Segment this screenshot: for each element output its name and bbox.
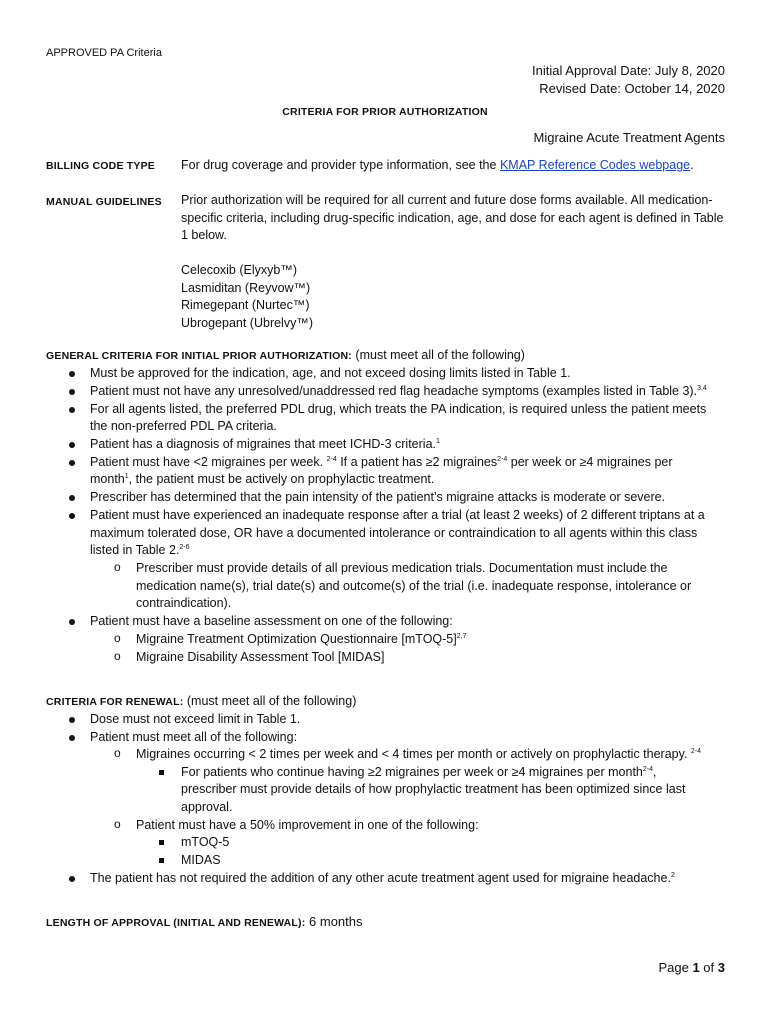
item-text: listed in Table 2. — [90, 543, 180, 557]
square-bullet-icon — [159, 770, 164, 775]
initial-approval-date: Initial Approval Date: July 8, 2020 — [532, 63, 725, 78]
renewal-criteria-heading — [46, 693, 736, 712]
sub-item: Patient must have a 50% improvement in one of the following: — [136, 818, 479, 832]
citation: 2 — [670, 871, 675, 879]
drug-class-name: Migraine Acute Treatment Agents — [533, 130, 725, 145]
list-item: Dose must not exceed limit in Table 1. — [90, 712, 301, 726]
sub-sub-item-cont: approval. — [181, 800, 233, 814]
list-item-cont — [90, 542, 190, 560]
bullet-icon — [69, 442, 75, 448]
item-text: , the patient must be actively on prophylactic treatment. — [128, 472, 435, 486]
sub-sub-item — [181, 764, 656, 782]
list-item: Must be approved for the indication, age, and not exceed dosing limits listed in Table 1. — [90, 366, 571, 380]
sub-item — [136, 631, 466, 649]
item-text: Patient has a diagnosis of migraines that meet ICHD-3 criteria. — [90, 437, 436, 451]
approval-dates — [532, 62, 725, 98]
manual-guidelines-label: MANUAL GUIDELINES — [46, 196, 162, 208]
circle-bullet-icon: o — [114, 817, 121, 831]
item-text: Patient must have <2 migraines per week. — [90, 455, 327, 469]
citation: 2-4 — [690, 747, 702, 755]
billing-code-text — [181, 157, 726, 175]
item-text: If a patient has ≥2 migraines — [336, 455, 498, 469]
list-item-cont: maximum tolerated dose, OR have a documented intolerance or contraindication to all agents within this class — [90, 526, 698, 540]
bullet-icon — [69, 717, 75, 723]
list-item: Prescriber has determined that the pain intensity of the patient’s migraine attacks is moderate or severe. — [90, 490, 666, 504]
citation: 2-4 — [497, 455, 508, 463]
list-item: Patient must have a baseline assessment on one of the following: — [90, 614, 453, 628]
list-item: Patient must meet all of the following: — [90, 730, 298, 744]
sub-item-cont: contraindication). — [136, 596, 232, 610]
bullet-icon — [69, 407, 75, 413]
renewal-heading-note: (must meet all of the following) — [183, 694, 357, 708]
bullet-icon — [69, 460, 75, 466]
drug-item: Celecoxib (Elyxyb™) — [181, 263, 298, 277]
sub-sub-item: mTOQ-5 — [181, 835, 230, 849]
page-of: of — [699, 960, 718, 975]
general-heading-label: GENERAL CRITERIA FOR INITIAL PRIOR AUTHORIZATION: — [46, 350, 352, 362]
circle-bullet-icon: o — [114, 560, 121, 574]
bullet-icon — [69, 513, 75, 519]
circle-bullet-icon: o — [114, 631, 121, 645]
item-text: per week or ≥4 migraines per — [507, 455, 673, 469]
citation: 3,4 — [697, 384, 707, 392]
list-item: For all agents listed, the preferred PDL drug, which treats the PA indication, is required unless the patient meets — [90, 402, 707, 416]
general-heading-note: (must meet all of the following) — [351, 348, 525, 362]
revised-date: Revised Date: October 14, 2020 — [539, 81, 725, 96]
length-value: 6 months — [305, 914, 363, 929]
drug-list — [181, 262, 726, 332]
list-item-cont — [90, 471, 434, 489]
item-text: , — [653, 765, 657, 779]
page-current: 1 — [692, 960, 700, 975]
drug-item: Rimegepant (Nurtec™) — [181, 298, 310, 312]
sub-sub-item-cont: prescriber must provide details of how prophylactic treatment has been optimized since last — [181, 782, 686, 796]
billing-code-type-label: BILLING CODE TYPE — [46, 160, 155, 172]
item-text: Migraine Treatment Optimization Questionnaire [mTOQ-5] — [136, 632, 457, 646]
bullet-icon — [69, 619, 75, 625]
bullet-icon — [69, 495, 75, 501]
manual-guidelines-text: Prior authorization will be required for all current and future dose forms available. All medication-specific criteria, including drug-specific indication, age, and dose for each agent is defined in Table 1 below. — [181, 193, 724, 242]
list-item — [90, 383, 707, 401]
square-bullet-icon — [159, 840, 164, 845]
general-criteria-heading — [46, 347, 736, 366]
drug-item: Lasmiditan (Reyvow™) — [181, 280, 311, 295]
citation: 2,7 — [456, 632, 467, 640]
sub-item: Prescriber must provide details of all previous medication trials. Documentation must include the — [136, 561, 668, 575]
citation: 2-4 — [326, 455, 337, 463]
sub-item — [136, 746, 701, 764]
drug-item: Ubrogepant (Ubrelvy™) — [181, 315, 313, 330]
length-of-approval — [46, 914, 736, 929]
citation: 2-6 — [179, 543, 190, 551]
item-text: The patient has not required the addition of any other acute treatment agent used for migraine headache. — [90, 871, 671, 885]
list-item-cont: the non-preferred PDL PA criteria. — [90, 419, 277, 433]
item-text: month — [90, 472, 125, 486]
item-text: For patients who continue having ≥2 migraines per week or ≥4 migraines per month — [181, 765, 643, 779]
billing-period: . — [690, 158, 694, 172]
item-text: Patient must not have any unresolved/unaddressed red flag headache symptoms (examples listed in Table 3). — [90, 384, 698, 398]
item-text: Migraines occurring < 2 times per week and < 4 times per month or actively on prophylactic therapy. — [136, 747, 691, 761]
list-item — [90, 436, 440, 454]
square-bullet-icon — [159, 858, 164, 863]
renewal-heading-label: CRITERIA FOR RENEWAL: — [46, 696, 184, 708]
sub-item-cont: medication name(s), trial date(s) and outcome(s) of the trial (i.e. inadequate response, intolerance or — [136, 579, 692, 593]
citation: 1 — [124, 472, 129, 480]
bullet-icon — [69, 735, 75, 741]
sub-item: Migraine Disability Assessment Tool [MIDAS] — [136, 650, 385, 664]
page-title: CRITERIA FOR PRIOR AUTHORIZATION — [282, 106, 488, 118]
page-total: 3 — [717, 960, 725, 975]
page-number — [658, 960, 725, 975]
page-label: Page — [658, 960, 693, 975]
bullet-icon — [69, 371, 75, 377]
bullet-icon — [69, 389, 75, 395]
list-item — [90, 870, 675, 888]
circle-bullet-icon: o — [114, 746, 121, 760]
list-item: Patient must have experienced an inadequate response after a trial (at least 2 weeks) of 2 different triptans at a — [90, 508, 705, 522]
billing-text: For drug coverage and provider type information, see the — [181, 158, 500, 172]
citation: 2-4 — [642, 765, 653, 773]
bullet-icon — [69, 876, 75, 882]
length-heading-label: LENGTH OF APPROVAL (INITIAL AND RENEWAL): — [46, 917, 306, 929]
sub-sub-item: MIDAS — [181, 853, 221, 867]
list-item — [90, 454, 673, 472]
document-header-label: APPROVED PA Criteria — [46, 47, 162, 59]
citation: 1 — [436, 437, 440, 445]
kmap-reference-link[interactable]: KMAP Reference Codes webpage — [499, 158, 691, 172]
circle-bullet-icon: o — [114, 649, 121, 663]
